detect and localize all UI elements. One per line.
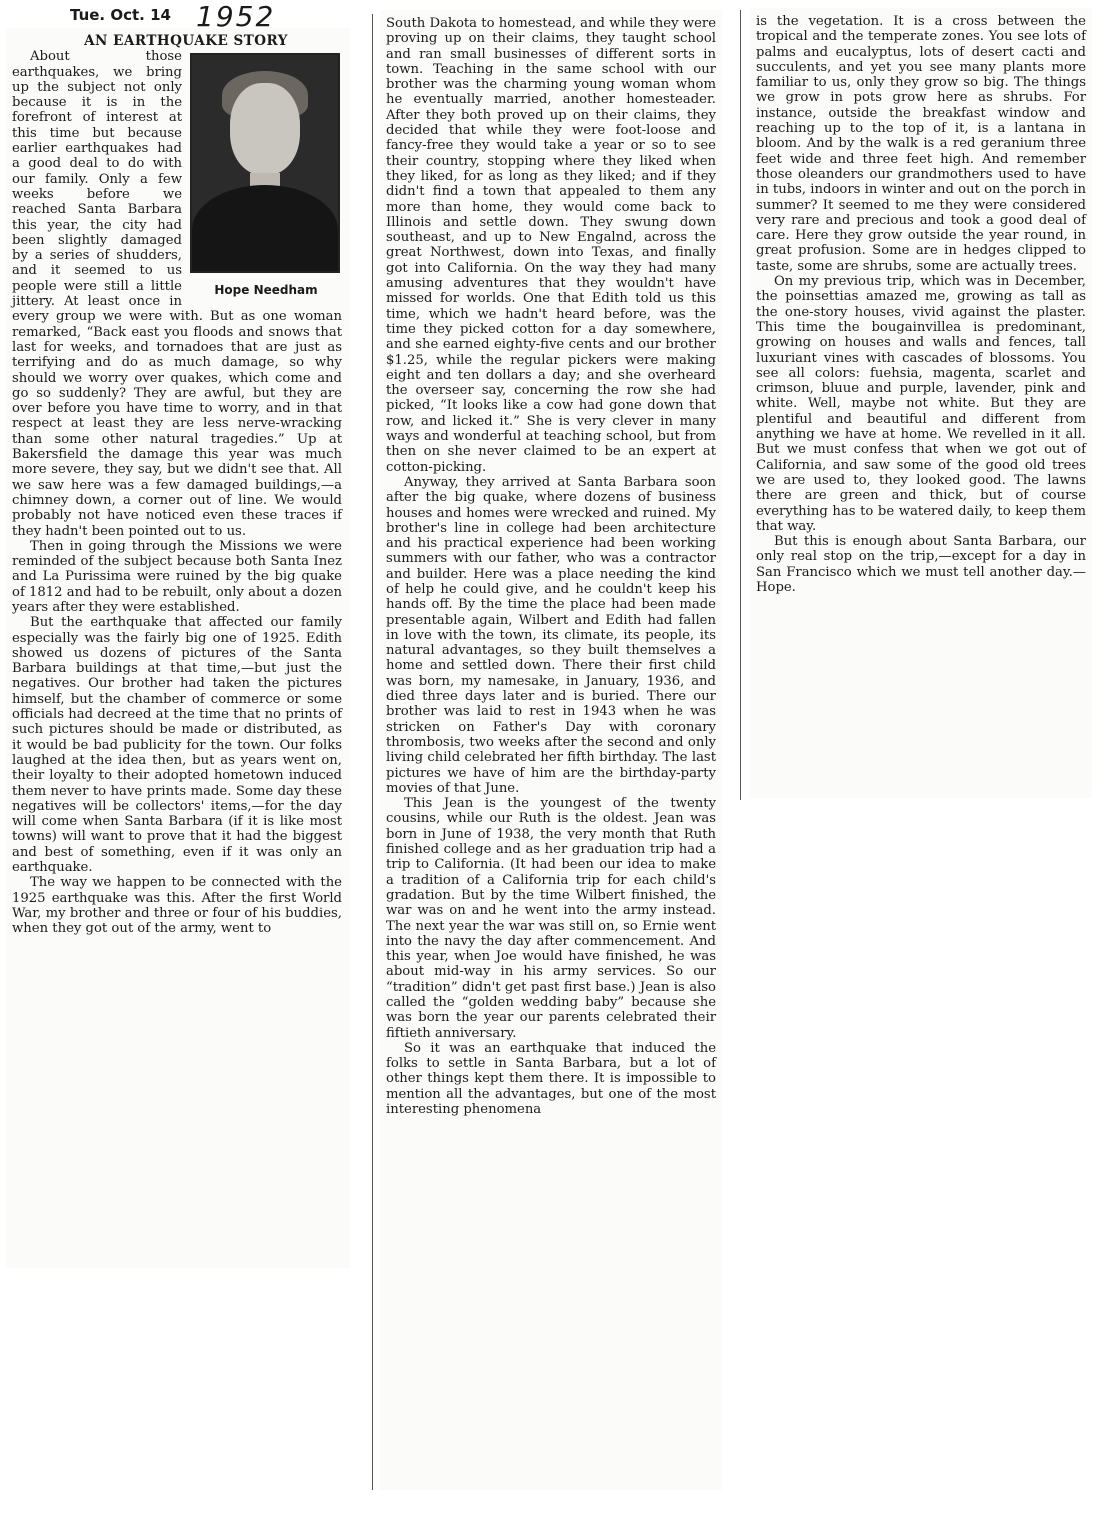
article-column-1 [12, 34, 342, 937]
paragraph: is the vegetation. It is a cross between the tropical and the temperate zones. You see lots of palms and eucalyptus, lots of desert cacti and succulents, and yet you see many plants more familiar to us, only they grow so big. The things we grow in pots grow here as shrubs. For instance, outside the breakfast window and reaching up to the top of it, is a lantana in bloom. And by the walk is a red geranium three feet wide and three feet high. And remember those oleanders our grandmothers used to have in tubs, indoors in winter and out on the porch in summer? It seemed to me they were considered very rare and precious and took a good deal of care. Here they grow outside the year round, in great profusion. Some are in hedges clipped to taste, some are shrubs, some are actually trees. [756, 14, 1086, 274]
paragraph: This Jean is the youngest of the twenty cousins, while our Ruth is the oldest. Jean was born in June of 1938, the very month that Ruth finished college and as her graduation trip had a trip to California. (It had been our idea to make a tradition of a California trip for each child's gradation. But by the time Wilbert finished, the war was on and he went into the army instead. The next year the war was still on, so Ernie went into the navy the day after commencement. And this year, when Joe would have finished, he was about mid-way in his army services. So our “tradition” didn't get past first base.) Jean is also called the “golden wedding baby” because she was born the year our parents celebrated their fiftieth anniversary. [386, 796, 716, 1041]
photo-caption: Hope Needham [214, 283, 318, 298]
handwritten-year: 1952 [196, 0, 276, 33]
dateline: Tue. Oct. 14 [70, 6, 171, 24]
paragraph: On my previous trip, which was in December, the poinsettias amazed me, growing as tall as the one-story houses, vivid against the plaster. This time the bougainvillea is predominant, growing on houses and walls and fences, tall luxuriant vines with cascades of blossoms. You see all colors: fuehsia, magenta, scarlet and crimson, bluue and purple, lavender, pink and white. Well, maybe not white. But they are plentiful and beautiful and different from anything we have at home. We revelled in it all. But we must confess that when we got out of California, and saw some of the good old trees we are used to, they looked good. The lawns there are green and thick, but of course everything has to be watered daily, to keep them that way. [756, 274, 1086, 534]
paragraph: But this is enough about Santa Barbara, our only real stop on the trip,—except for a day in San Francisco which we must tell another day.—Hope. [756, 534, 1086, 595]
paragraph: The way we happen to be connected with the 1925 earthquake was this. After the first World War, my brother and three or four of his buddies, when they got out of the army, went to [12, 875, 342, 937]
column-rule [740, 10, 741, 800]
paragraph: South Dakota to homestead, and while they were proving up on their claims, they taught school and ran small businesses of different sorts in town. Teaching in the same school with our brother was the charming young woman whom he eventually married, another homesteader. After they both proved up on their claims, they decided that while they were foot-loose and fancy-free they would take a year or so to see their country, stopping where they liked when they liked, for as long as they liked; and if they didn't find a town that appealed to them any more than home, they would come back to Illinois and settle down. They swung down southeast, and up to New Engalnd, across the great Northwest, down into Texas, and finally got into California. On the way they had many amusing adventures that they wouldn't have missed for worlds. One that Edith told us this time, which we hadn't heard before, was the time they picked cotton for a day somewhere, and she earned eighty-five cents and our brother $1.25, while the regular pickers were making eight and ten dollars a day; and she overheard the overseer say, concerning the row she had picked, “It looks like a cow had gone down that row, and licked it.” She is very clever in many ways and wonderful at teaching school, but from then on she never claimed to be an expert at cotton-picking. [386, 16, 716, 475]
paragraph: About those earthquakes, we bring up the subject not only because it is in the forefront of interest at this time but because earlier earthquakes had a good deal to do with our family. Only a few weeks before we reached Santa Barbara this year, the city had been slightly damaged by a series of shudders, and it seemed to us people were still a little jittery. At least once in every group we were with. But as one woman remarked, “Back east you floods and snows that last for weeks, and tornadoes that are just as terrifying and do as much damage, so why should we worry over quakes, which come and go so suddenly? They are awful, but they are over before you have time to worry, and in that respect at least they are less nerve-wracking than some other natural tragedies.” Up at Bakersfield the damage this year was much more severe, they say, but we didn't see that. All we saw here was a few damaged buildings,—a chimney down, a corner out of line. We would probably not have noticed even these traces if they hadn't been pointed out to us. [12, 49, 342, 539]
paragraph: But the earthquake that affected our family especially was the fairly big one of 1925. Edith showed us dozens of pictures of the Santa Barbara buildings at that time,—but just the negatives. Our brother had taken the pictures himself, but the chamber of commerce or some officials had decreed at the time that no prints of such pictures should be made or distributed, as it would be bad publicity for the town. Our folks laughed at the idea then, but as years went on, their loyalty to their adopted hometown induced them never to have prints made. Some day these negatives will be collectors' items,—for the day will come when Santa Barbara (if it is like most towns) will want to prove that it had the biggest and best of something, even if it was only an earthquake. [12, 615, 342, 876]
article-column-3 [756, 14, 1086, 595]
headline: AN EARTHQUAKE STORY [84, 33, 288, 49]
portrait-photo [190, 53, 342, 303]
portrait-image [190, 53, 340, 273]
paragraph: Then in going through the Missions we were reminded of the subject because both Santa Inez and La Purissima were ruined by the big quake of 1812 and had to be rebuilt, only about a dozen years after they were established. [12, 538, 342, 615]
article-column-2 [386, 16, 716, 1117]
column-rule [372, 14, 373, 1490]
paragraph: Anyway, they arrived at Santa Barbara soon after the big quake, where dozens of business houses and homes were wrecked and ruined. My brother's line in college had been architecture and his practical experience had been working summers with our father, who was a contractor and builder. Here was a place needing the kind of help he could give, and he couldn't keep his hands off. By the time the place had been made presentable again, Wilbert and Edith had fallen in love with the town, its climate, its people, its natural advantages, so they built themselves a home and settled down. There their first child was born, my namesake, in January, 1936, and died three days later and is buried. There our brother was laid to rest in 1943 when he was stricken on Father's Day with coronary thrombosis, two weeks after the second and only living child celebrated her fifth birthday. The last pictures we have of him are the birthday-party movies of that June. [386, 474, 716, 796]
paragraph: So it was an earthquake that induced the folks to settle in Santa Barbara, but a lot of other things kept them there. It is impossible to mention all the advantages, but one of the most interesting phenomena [386, 1040, 716, 1118]
